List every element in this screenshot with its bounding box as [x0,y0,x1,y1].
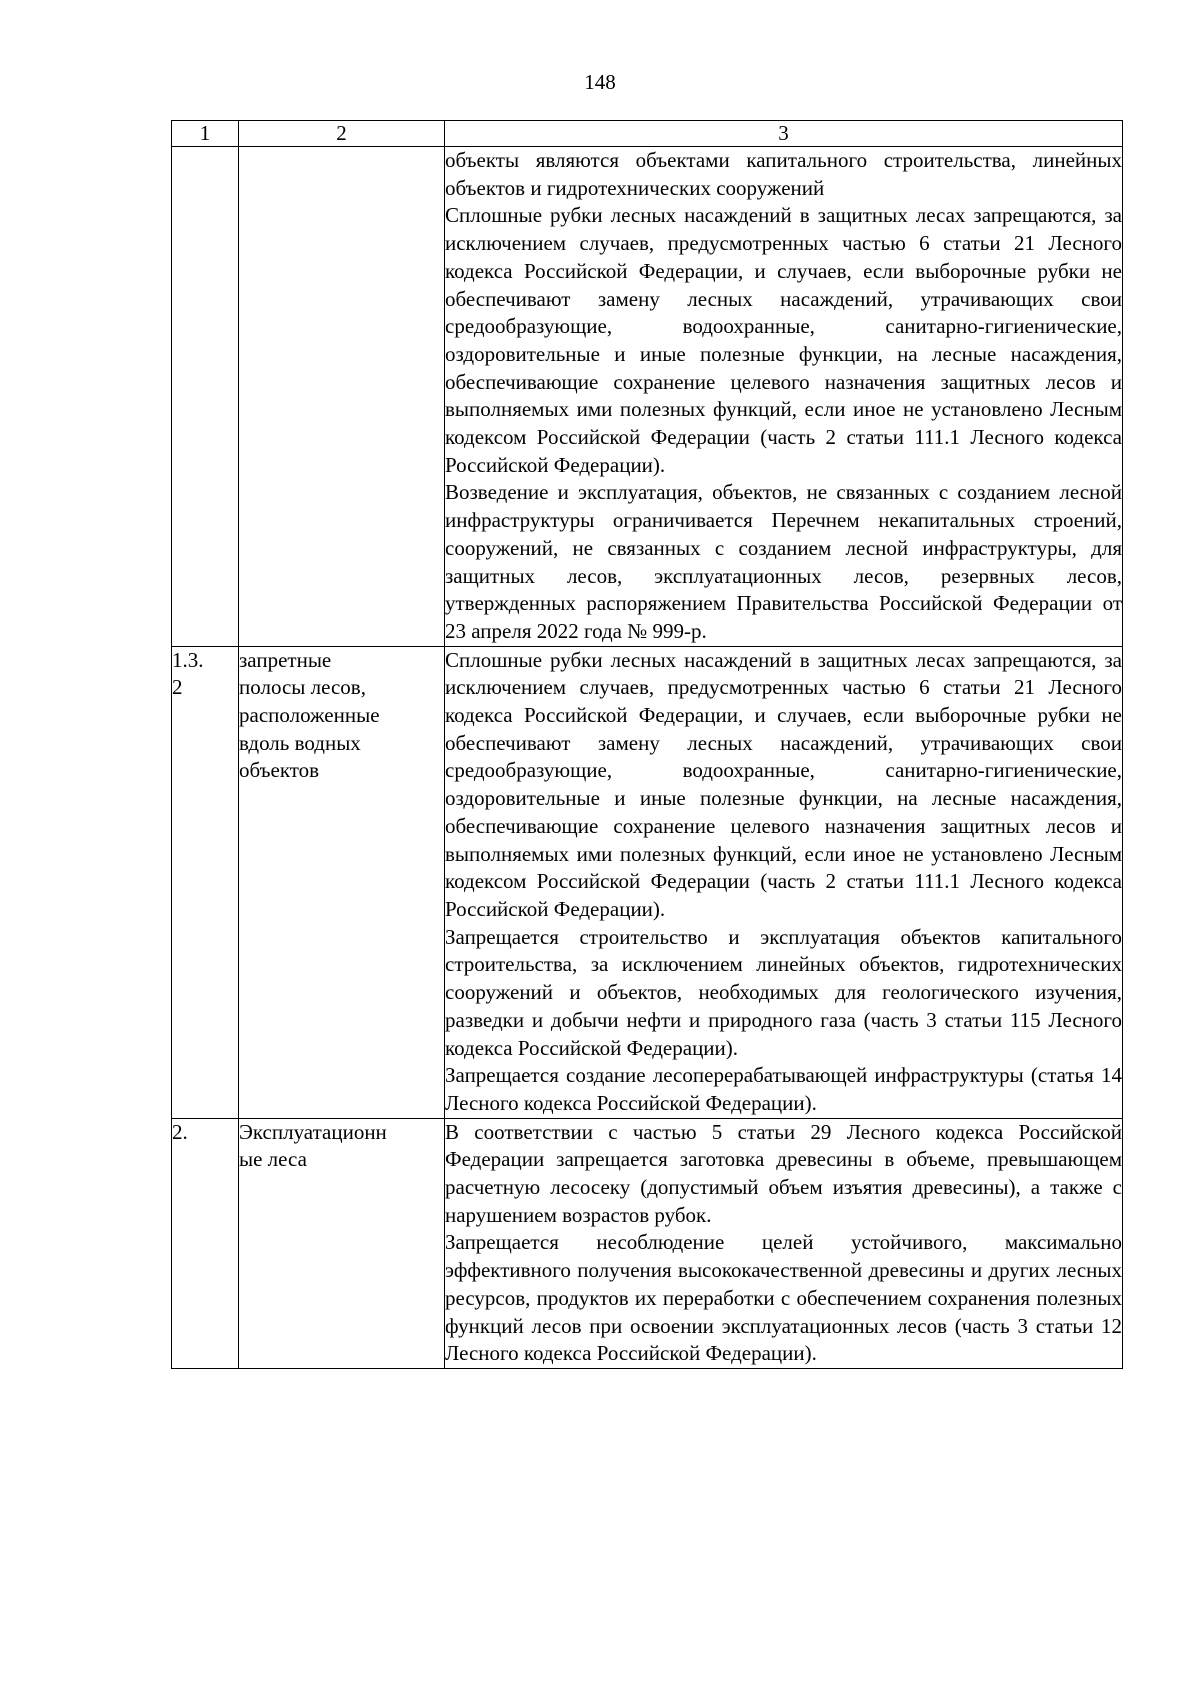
restriction-paragraph: Возведение и эксплуатация, объектов, не связанных с созданием лесной инфраструктуры ограничивается Перечнем некапитальных строений, сооружений, не связанных с созданием лесной инфраструктуры, для защитных лесов, эксплуатационных лесов, резервных лесов, утвержденных распоряжением Правительства Российской Федерации от 23 апреля 2022 года № 999-р. [445,480,1122,643]
restrictions-cell [445,1118,1123,1368]
column-header-1: 1 [172,121,239,147]
forest-category-cell [239,1118,445,1368]
row-number-cell [172,147,239,647]
row-number-line: 2. [172,1119,188,1144]
forest-category-cell [239,646,445,1118]
row-number-cell [172,646,239,1118]
category-line: объектов [239,758,320,783]
row-number-cell [172,1118,239,1368]
category-line: Эксплуатационн [239,1119,387,1144]
category-line: вдоль водных [239,730,361,755]
restriction-paragraph: Запрещается создание лесоперерабатывающей инфраструктуры (статья 14 Лесного кодекса Российской Федерации). [445,1063,1122,1115]
category-line: ые леса [239,1147,307,1172]
table-row [172,646,1123,1118]
restriction-paragraph: Запрещается несоблюдение целей устойчивого, максимально эффективного получения высококачественной древесины и других лесных ресурсов, продуктов их переработки с обеспечением сохранения полезных функций лесов при освоении эксплуатационных лесов (часть 3 статьи 12 Лесного кодекса Российской Федерации). [445,1230,1122,1366]
table-row [172,1118,1123,1368]
restriction-paragraph: Запрещается строительство и эксплуатация объектов капитального строительства, за исключением линейных объектов, гидротехнических сооружений и объектов, необходимых для геологического изучения, разведки и добычи нефти и природного газа (часть 3 статьи 115 Лесного кодекса Российской Федерации). [445,924,1122,1060]
restriction-paragraph: объекты являются объектами капитального строительства, линейных объектов и гидротехнических сооружений [445,148,1122,200]
column-header-2: 2 [239,121,445,147]
forest-category-cell [239,147,445,647]
restriction-paragraph: Сплошные рубки лесных насаждений в защитных лесах запрещаются, за исключением случаев, предусмотренных частью 6 статьи 21 Лесного кодекса Российской Федерации, и случаев, если выборочные рубки не обеспечивают замену лесных насаждений, утрачивающих свои средообразующие, водоохранные, санитарно-гигиенические, оздоровительные и иные полезные функции, на лесные насаждения, обеспечивающие сохранение целевого назначения защитных лесов и выполняемых ими полезных функций, если иное не установлено Лесным кодексом Российской Федерации (часть 2 статьи 111.1 Лесного кодекса Российской Федерации). [445,647,1122,921]
restrictions-cell [445,147,1123,647]
row-number-line: 1.3. [172,647,204,672]
column-header-3: 3 [445,121,1123,147]
category-line: запретные [239,647,332,672]
page-number: 148 [584,70,616,94]
table-header-row [172,121,1123,147]
regulations-table [171,120,1123,1369]
row-number-line: 2 [172,675,183,700]
category-line: полосы лесов, [239,675,366,700]
restriction-paragraph: Сплошные рубки лесных насаждений в защитных лесах запрещаются, за исключением случаев, предусмотренных частью 6 статьи 21 Лесного кодекса Российской Федерации, и случаев, если выборочные рубки не обеспечивают замену лесных насаждений, утрачивающих свои средообразующие, водоохранные, санитарно-гигиенические, оздоровительные и иные полезные функции, на лесные насаждения, обеспечивающие сохранение целевого назначения защитных лесов и выполняемых ими полезных функций, если иное не установлено Лесным кодексом Российской Федерации (часть 2 статьи 111.1 Лесного кодекса Российской Федерации). [445,203,1122,477]
category-line: расположенные [239,703,380,728]
restriction-paragraph: В соответствии с частью 5 статьи 29 Лесного кодекса Российской Федерации запрещается заготовка древесины в объеме, превышающем расчетную лесосеку (допустимый объем изъятия древесины), а также с нарушением возрастов рубок. [445,1119,1122,1227]
restrictions-cell [445,646,1123,1118]
table-row [172,147,1123,647]
